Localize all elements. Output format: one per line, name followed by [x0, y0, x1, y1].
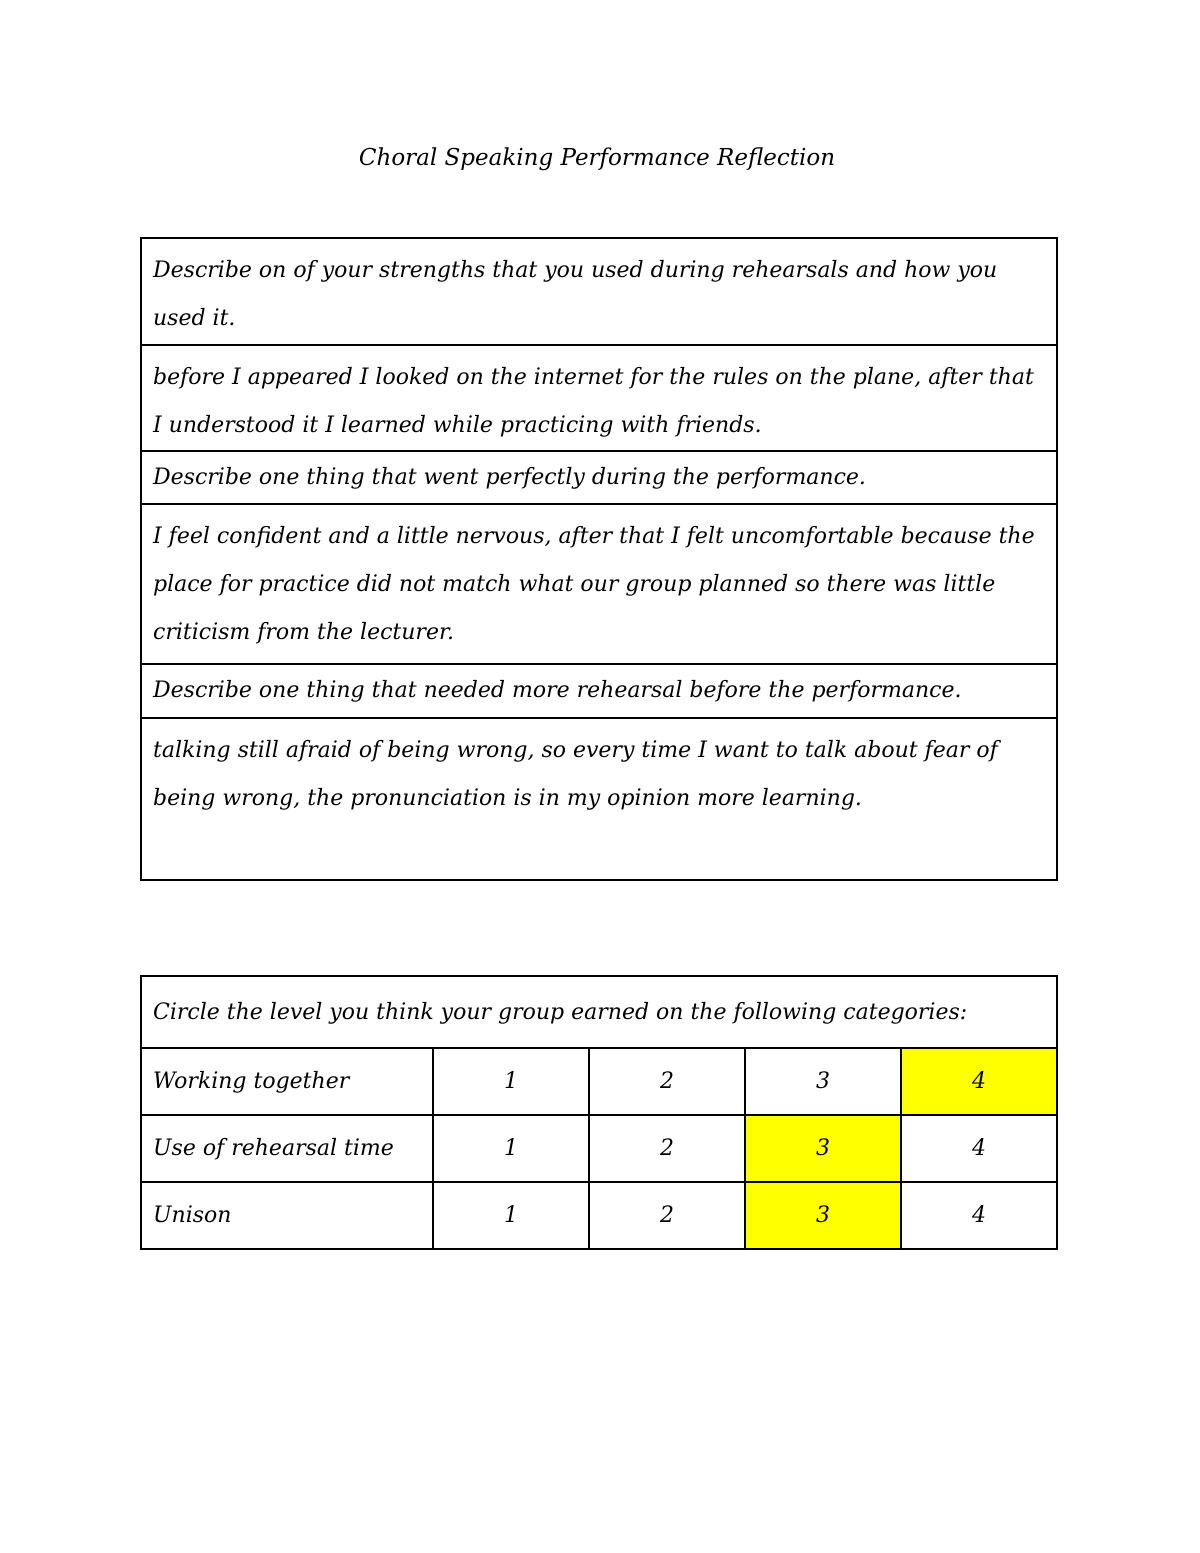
rubric-level-option[interactable]: 4	[901, 1182, 1057, 1249]
rubric-level-option[interactable]: 4	[901, 1115, 1057, 1182]
rubric-category: Working together	[141, 1048, 433, 1115]
rubric-level-option[interactable]: 1	[433, 1182, 589, 1249]
reflection-row	[141, 664, 1057, 718]
rubric-category: Use of rehearsal time	[141, 1115, 433, 1182]
reflection-table	[140, 237, 1058, 881]
reflection-row	[141, 504, 1057, 664]
rubric-level-selected[interactable]: 3	[745, 1115, 901, 1182]
rubric-row	[141, 1048, 1057, 1115]
reflection-answer-needed-rehearsal: talking still afraid of being wrong, so every time I want to talk about fear of being wrong, the pronunciation is in my opinion more learning.	[141, 718, 1057, 880]
rubric-level-option[interactable]: 1	[433, 1115, 589, 1182]
rubric-row	[141, 1182, 1057, 1249]
rubric-level-selected[interactable]: 3	[745, 1182, 901, 1249]
rubric-row	[141, 1115, 1057, 1182]
rubric-level-option[interactable]: 1	[433, 1048, 589, 1115]
reflection-answer-went-perfectly: I feel confident and a little nervous, after that I felt uncomfortable because the place for practice did not match what our group planned so there was little criticism from the lecturer.	[141, 504, 1057, 664]
rubric-level-selected[interactable]: 4	[901, 1048, 1057, 1115]
rubric-level-option[interactable]: 2	[589, 1048, 745, 1115]
rubric-table	[140, 975, 1058, 1250]
rubric-level-option[interactable]: 2	[589, 1182, 745, 1249]
reflection-question-needed-rehearsal: Describe one thing that needed more rehearsal before the performance.	[141, 664, 1057, 718]
rubric-level-option[interactable]: 2	[589, 1115, 745, 1182]
reflection-row	[141, 238, 1057, 345]
page-title: Choral Speaking Performance Reflection	[358, 145, 836, 171]
reflection-row	[141, 345, 1057, 451]
rubric-header-row	[141, 976, 1057, 1048]
rubric-instruction: Circle the level you think your group earned on the following categories:	[141, 976, 1057, 1048]
reflection-answer-strengths: before I appeared I looked on the internet for the rules on the plane, after that I understood it I learned while practicing with friends.	[141, 345, 1057, 451]
rubric-category: Unison	[141, 1182, 433, 1249]
reflection-row	[141, 718, 1057, 880]
reflection-question-strengths: Describe on of your strengths that you used during rehearsals and how you used it.	[141, 238, 1057, 345]
reflection-question-went-perfectly: Describe one thing that went perfectly during the performance.	[141, 451, 1057, 504]
rubric-level-option[interactable]: 3	[745, 1048, 901, 1115]
reflection-row	[141, 451, 1057, 504]
